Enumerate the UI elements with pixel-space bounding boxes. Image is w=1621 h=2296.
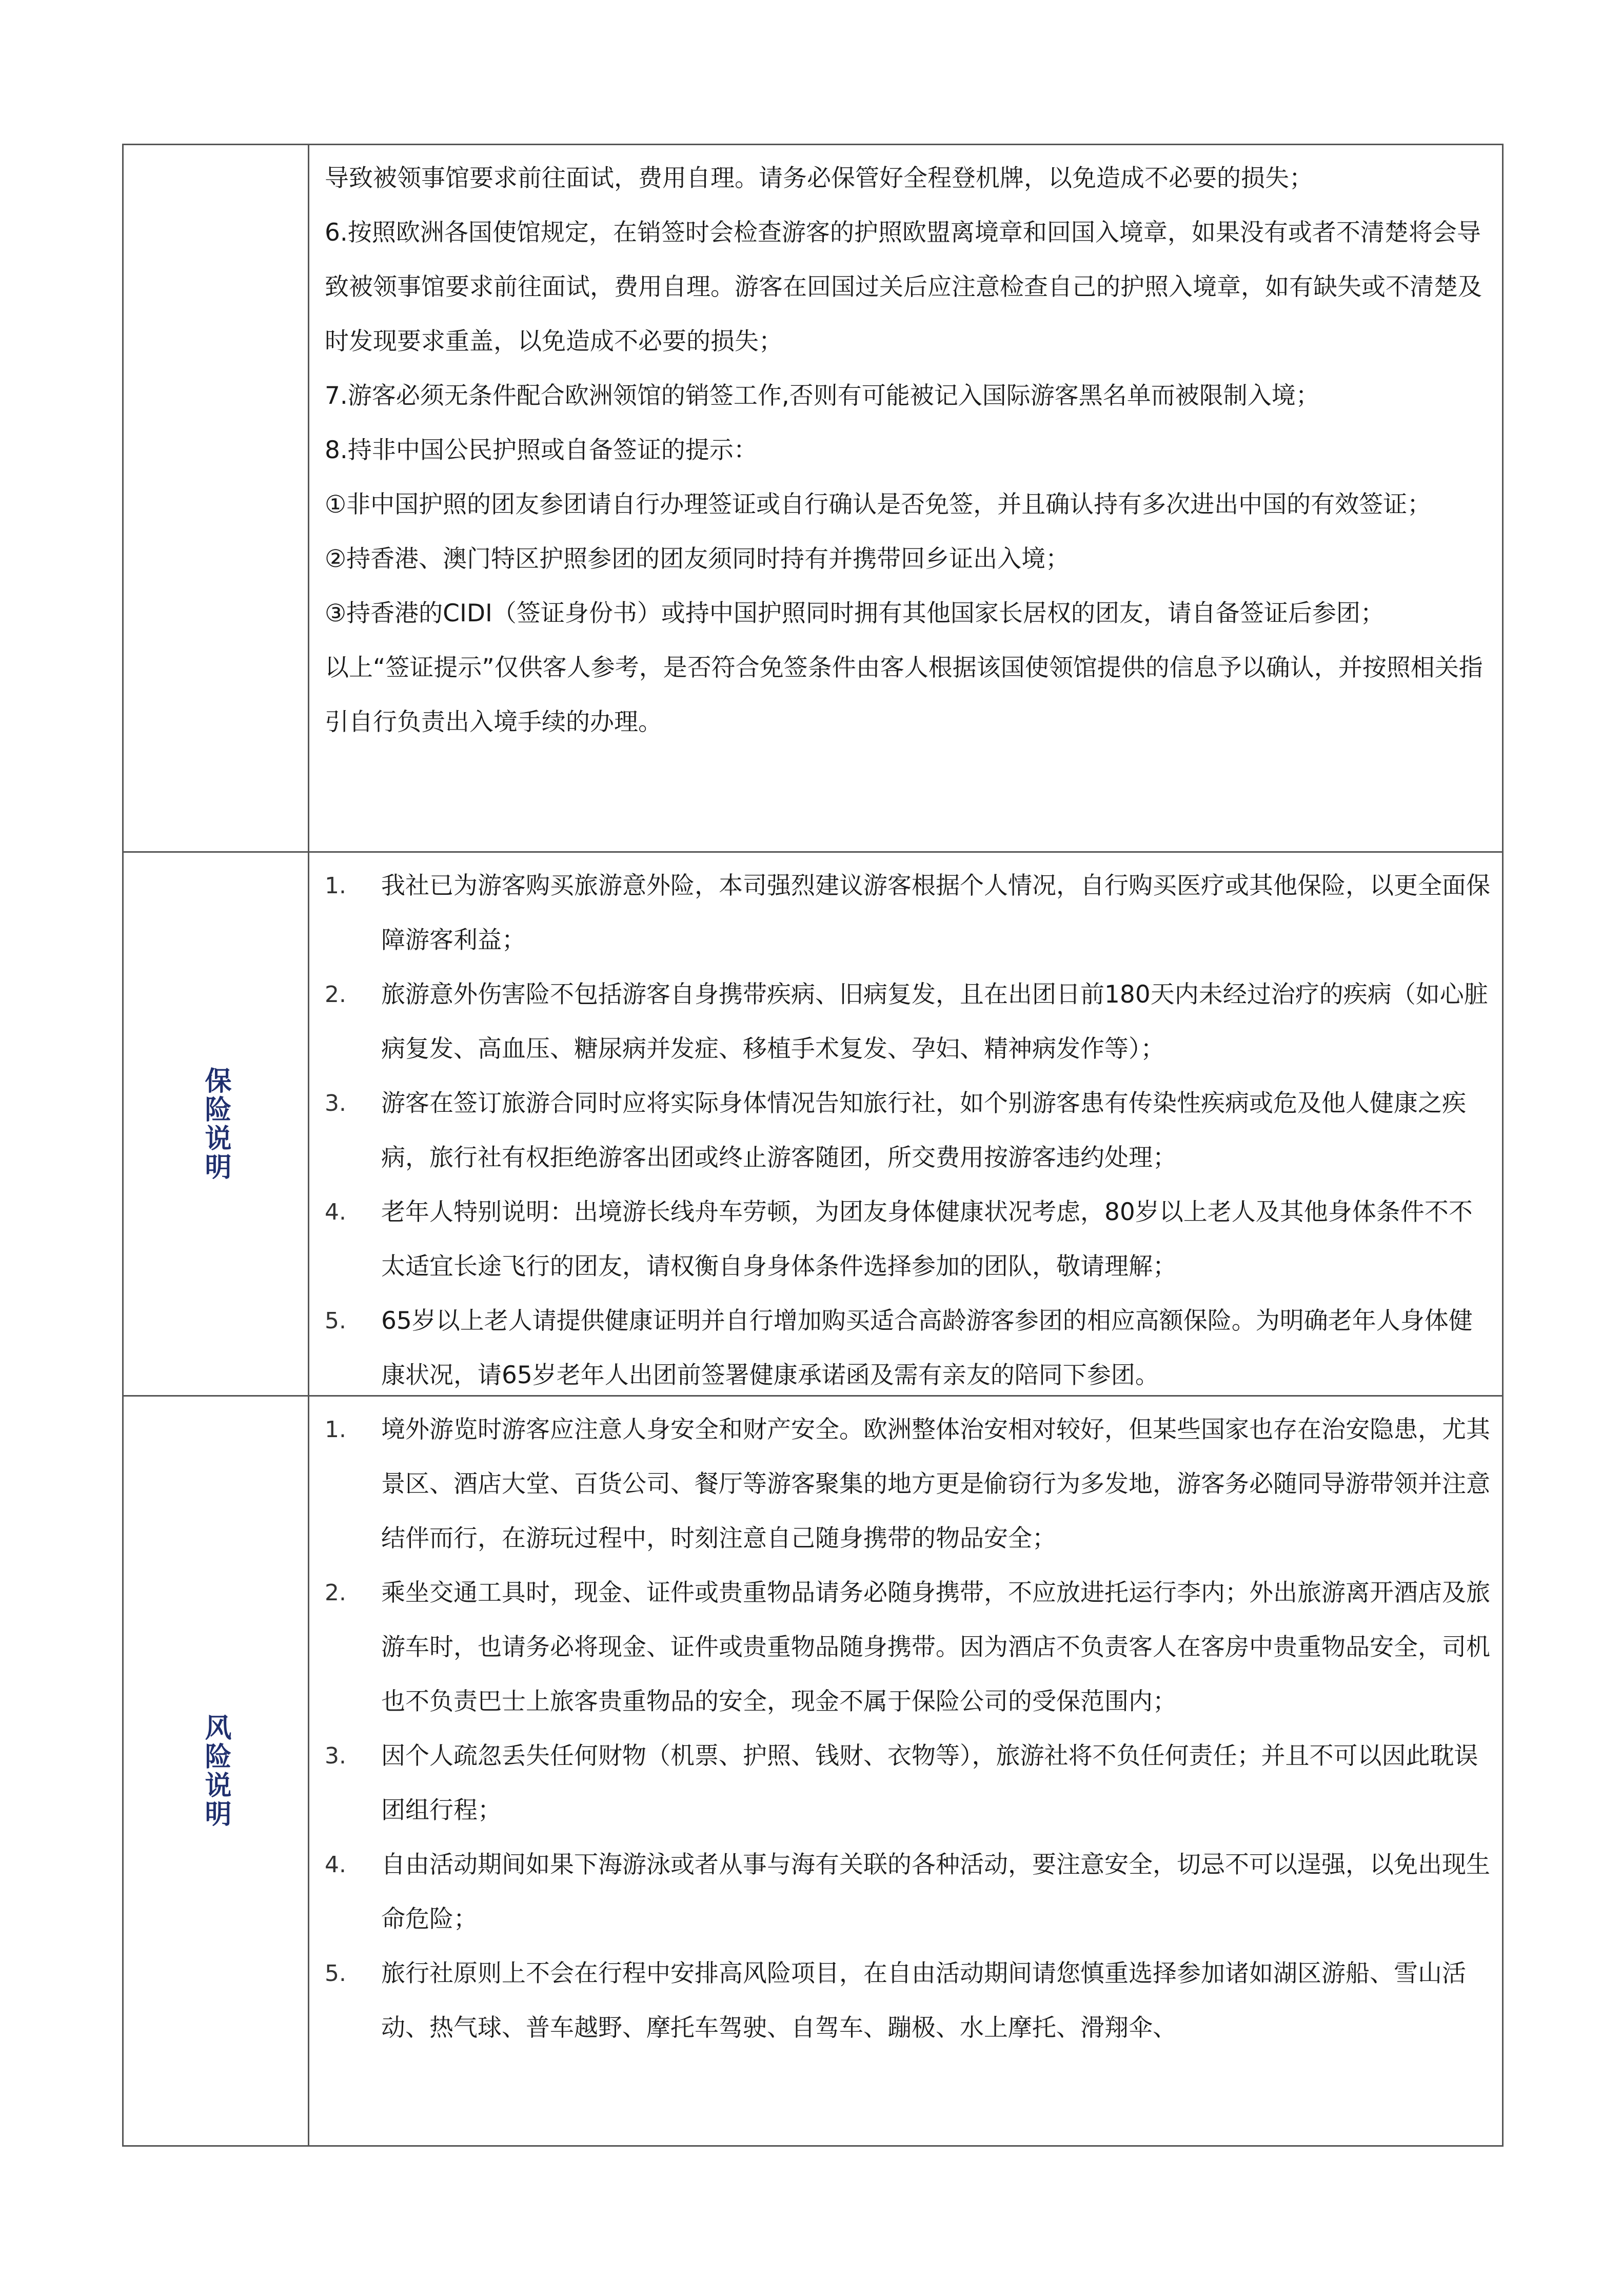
visa-paragraph: 7.游客必须无条件配合欧洲领馆的销签工作,否则有可能被记入国际游客黑名单而被限制入境； bbox=[325, 382, 1320, 410]
item-text: 旅游意外伤害险不包括游客自身携带疾病、旧病复发，且在出团日前180天内未经过治疗的疾病（如心脏病复发、高血压、糖尿病并发症、移植手术复发、孕妇、精神病发作等）； bbox=[381, 980, 1488, 1063]
visa-paragraph: 导致被领事馆要求前往面试，费用自理。请务必保管好全程登机牌，以免造成不必要的损失； bbox=[325, 164, 1313, 192]
insurance-content bbox=[309, 853, 1502, 1395]
item-text: 老年人特别说明：出境游长线舟车劳顿，为团友身体健康状况考虑，80岁以上老人及其他身体条件不不太适宜长途飞行的团友，请权衡自身身体条件选择参加的团队，敬请理解； bbox=[381, 1198, 1473, 1281]
insurance-item bbox=[325, 1294, 1492, 1403]
item-text: 我社已为游客购买旅游意外险，本司强烈建议游客根据个人情况，自行购买医疗或其他保险，以更全面保障游客利益； bbox=[381, 872, 1490, 954]
item-number: 5. bbox=[325, 1960, 346, 1987]
visa-paragraph: 6.按照欧洲各国使馆规定，在销签时会检查游客的护照欧盟离境章和回国入境章，如果没有或者不清楚将会导致被领事馆要求前往面试，费用自理。游客在回国过关后应注意检查自己的护照入境章，如有缺失或不清楚及时发现要求重盖，以免造成不必要的损失； bbox=[325, 219, 1482, 356]
insurance-label-cell bbox=[124, 853, 309, 1395]
insurance-item bbox=[325, 968, 1492, 1076]
visa-notes-label-cell bbox=[124, 145, 309, 851]
insurance-item bbox=[325, 859, 1492, 968]
risk-content bbox=[309, 1397, 1502, 2145]
item-number: 4. bbox=[325, 1852, 346, 1878]
item-number: 2. bbox=[325, 982, 346, 1008]
risk-row bbox=[124, 1395, 1502, 2145]
visa-paragraph: ②持香港、澳门特区护照参团的团友须同时持有并携带回乡证出入境； bbox=[325, 545, 1070, 573]
insurance-item bbox=[325, 1185, 1492, 1294]
risk-item bbox=[325, 1947, 1492, 2055]
risk-label-cell bbox=[124, 1397, 309, 2145]
item-number: 5. bbox=[325, 1308, 346, 1334]
risk-item bbox=[325, 1566, 1492, 1729]
item-text: 游客在签订旅游合同时应将实际身体情况告知旅行社，如个别游客患有传染性疾病或危及他人健康之疾病，旅行社有权拒绝游客出团或终止游客随团，所交费用按游客违约处理； bbox=[381, 1089, 1466, 1172]
item-text: 因个人疏忽丢失任何财物（机票、护照、钱财、衣物等），旅游社将不负任何责任；并且不可以因此耽误团组行程； bbox=[381, 1742, 1478, 1824]
item-number: 2. bbox=[325, 1580, 346, 1606]
risk-item bbox=[325, 1729, 1492, 1838]
item-text: 旅行社原则上不会在行程中安排高风险项目，在自由活动期间请您慎重选择参加诸如湖区游船、雪山活动、热气球、普车越野、摩托车驾驶、自驾车、蹦极、水上摩托、滑翔伞、 bbox=[381, 1959, 1466, 2042]
insurance-row bbox=[124, 851, 1502, 1395]
visa-paragraph: ③持香港的CIDI（签证身份书）或持中国护照同时拥有其他国家长居权的团友，请自备签证后参团； bbox=[325, 599, 1385, 627]
item-number: 3. bbox=[325, 1090, 346, 1116]
item-number: 1. bbox=[325, 873, 346, 899]
visa-notes-content bbox=[309, 145, 1502, 851]
visa-notes-row bbox=[124, 145, 1502, 851]
risk-item bbox=[325, 1403, 1492, 1566]
visa-paragraph: ①非中国护照的团友参团请自行办理签证或自行确认是否免签，并且确认持有多次进出中国的有效签证； bbox=[325, 490, 1432, 519]
visa-paragraph: 8.持非中国公民护照或自备签证的提示： bbox=[325, 436, 758, 464]
item-text: 乘坐交通工具时，现金、证件或贵重物品请务必随身携带，不应放进托运行李内；外出旅游离开酒店及旅游车时，也请务必将现金、证件或贵重物品随身携带。因为酒店不负责客人在客房中贵重物品安全，司机也不负责巴士上旅客贵重物品的安全，现金不属于保险公司的受保范围内； bbox=[381, 1579, 1490, 1716]
visa-paragraph: 以上“签证提示”仅供客人参考，是否符合免签条件由客人根据该国使领馆提供的信息予以确认，并按照相关指引自行负责出入境手续的办理。 bbox=[325, 654, 1483, 736]
risk-item bbox=[325, 1838, 1492, 1947]
risk-label: 风险说明 bbox=[200, 1713, 231, 1829]
item-number: 4. bbox=[325, 1199, 346, 1225]
item-text: 自由活动期间如果下海游泳或者从事与海有关联的各种活动，要注意安全，切忌不可以逞强，以免出现生命危险； bbox=[381, 1851, 1490, 1933]
insurance-label: 保险说明 bbox=[200, 1066, 231, 1182]
notes-table bbox=[122, 144, 1504, 2147]
item-text: 境外游览时游客应注意人身安全和财产安全。欧洲整体治安相对较好，但某些国家也存在治安隐患，尤其景区、酒店大堂、百货公司、餐厅等游客聚集的地方更是偷窃行为多发地，游客务必随同导游带领并注意结伴而行，在游玩过程中，时刻注意自己随身携带的物品安全； bbox=[381, 1416, 1490, 1553]
insurance-item bbox=[325, 1076, 1492, 1185]
item-number: 3. bbox=[325, 1743, 346, 1769]
item-number: 1. bbox=[325, 1417, 346, 1443]
item-text: 65岁以上老人请提供健康证明并自行增加购买适合高龄游客参团的相应高额保险。为明确老年人身体健康状况，请65岁老年人出团前签署健康承诺函及需有亲友的陪同下参团。 bbox=[381, 1307, 1473, 1389]
